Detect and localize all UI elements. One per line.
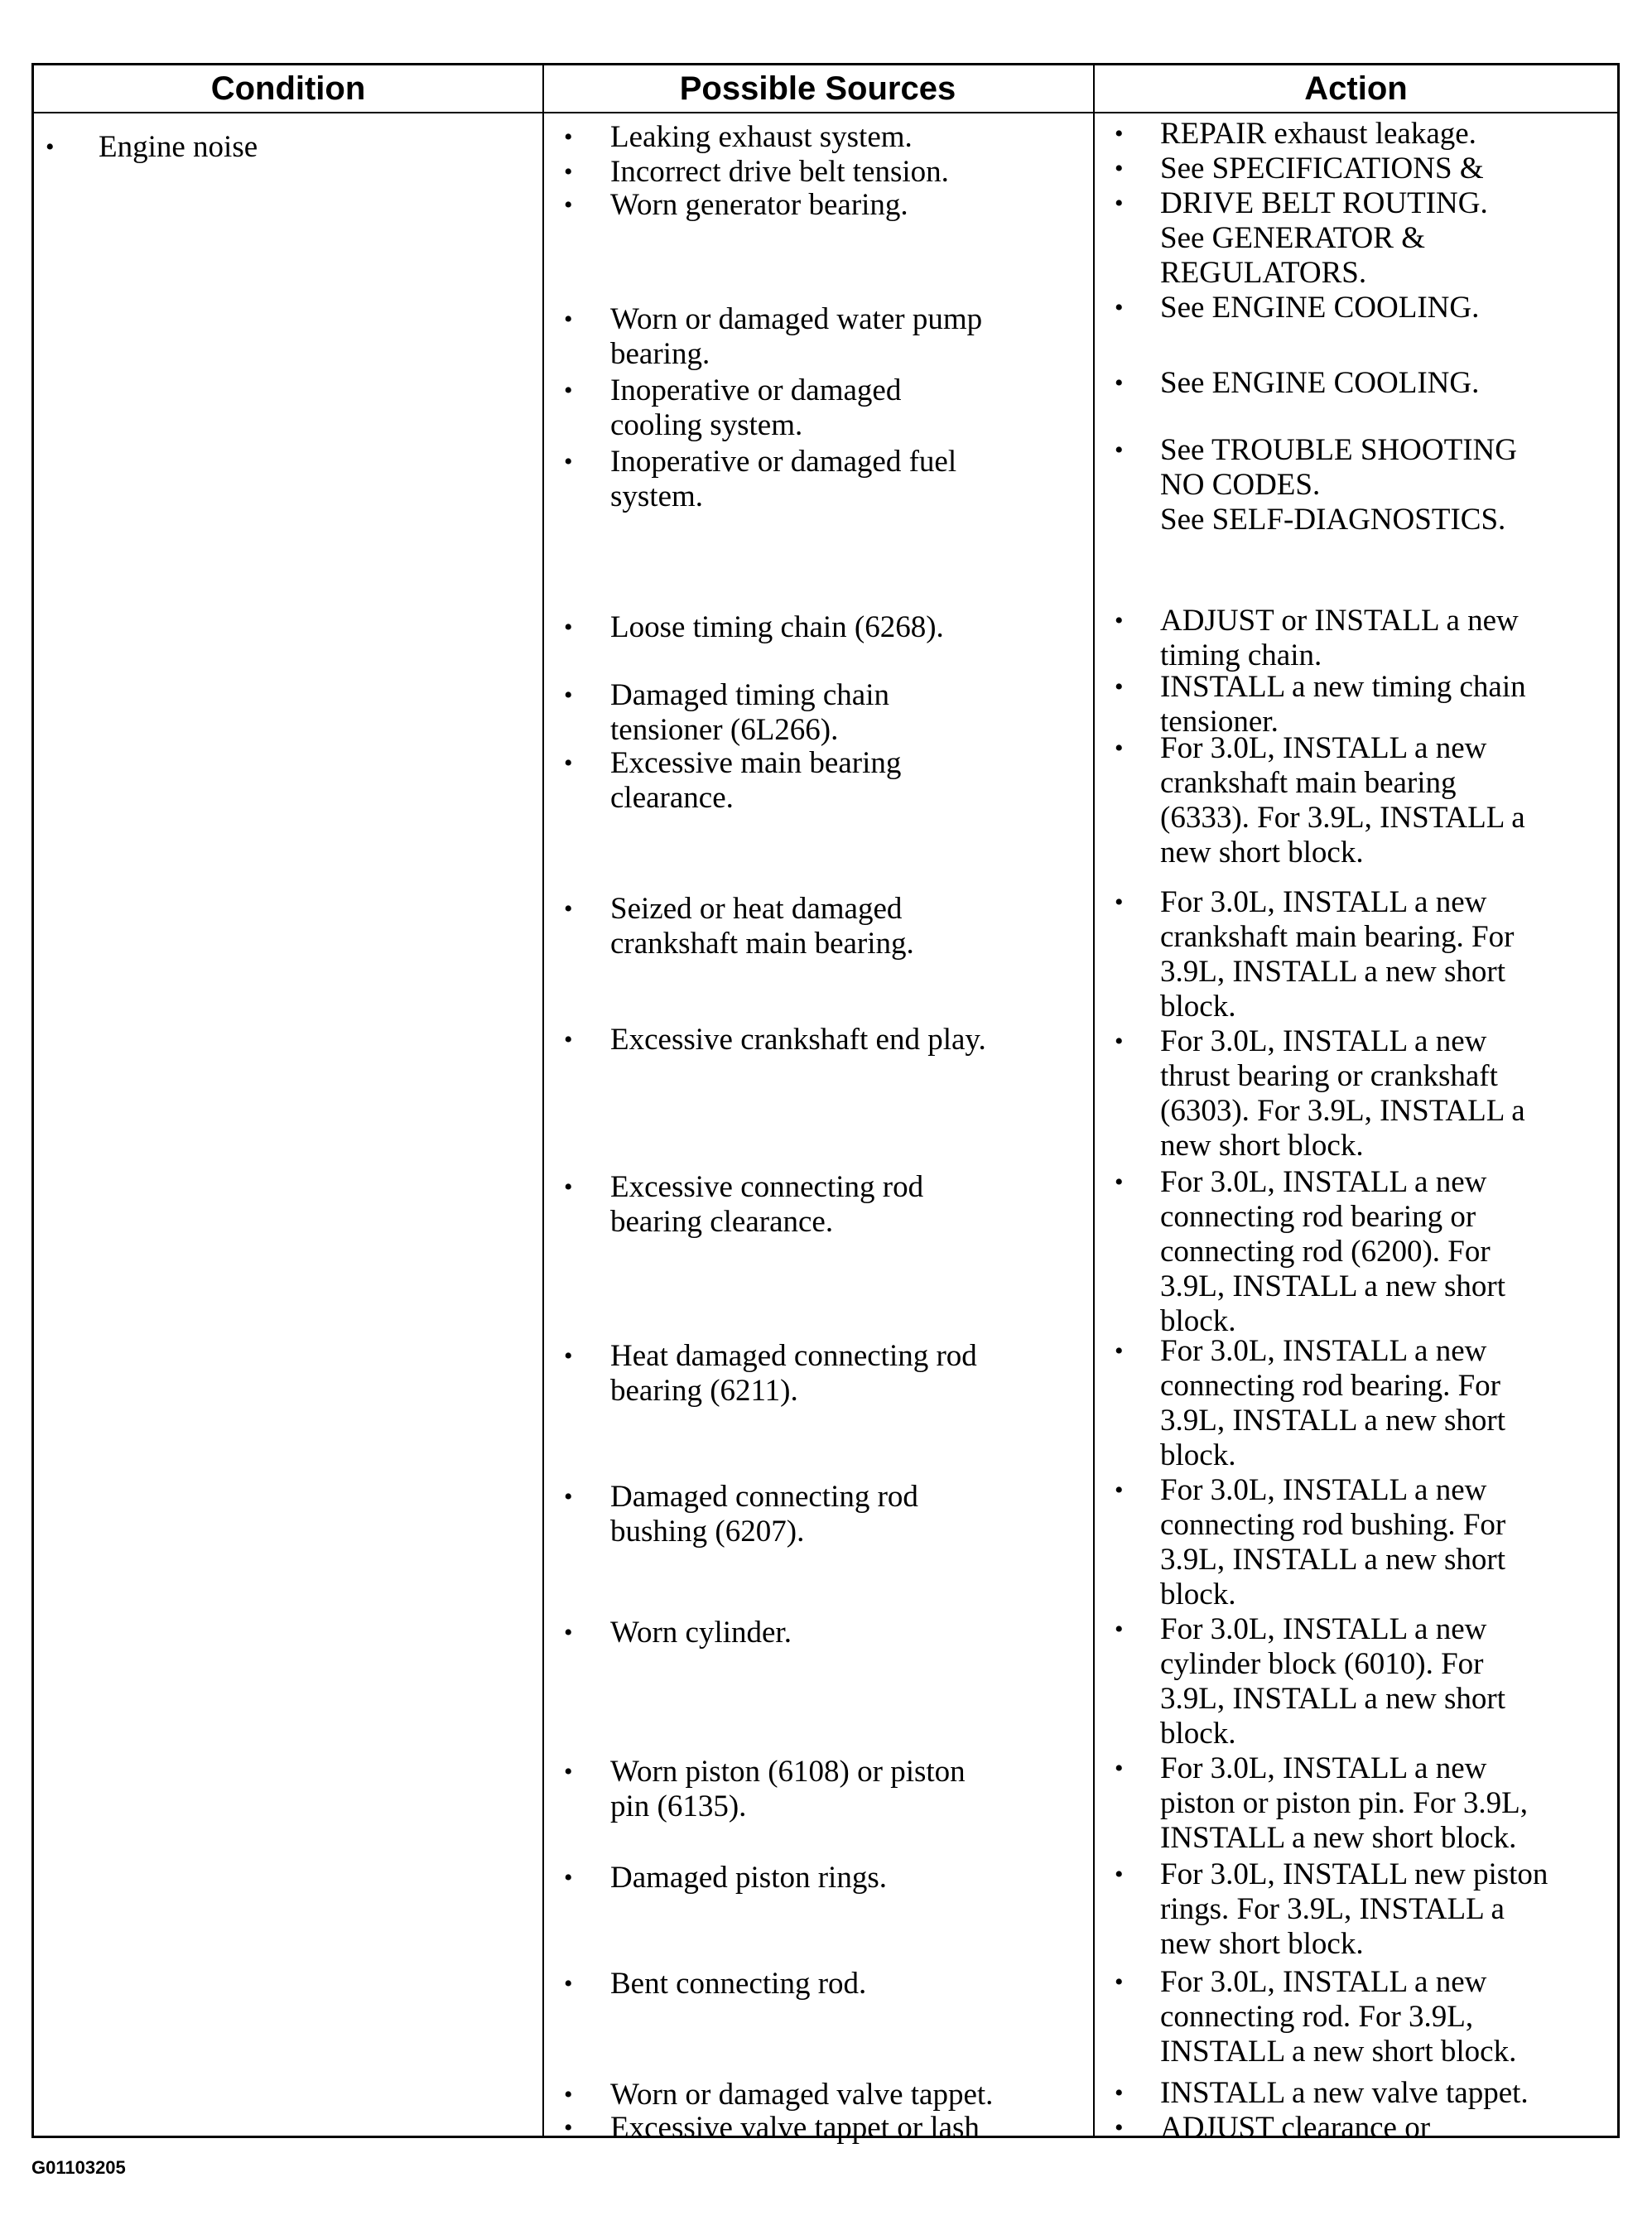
header-possible-sources: Possible Sources	[679, 70, 956, 107]
action-item	[1115, 2111, 1611, 2146]
source-text: Loose timing chain (6268).	[610, 610, 944, 644]
action-text: For 3.0L, INSTALL a new connecting rod bushing. For 3.9L, INSTALL a new short block.	[1160, 1473, 1506, 1611]
action-item	[1115, 604, 1611, 673]
action-item	[1115, 885, 1611, 1024]
action-text: ADJUST clearance or	[1160, 2111, 1431, 2145]
bullet-dot: •	[1115, 1755, 1124, 1782]
source-text: Worn generator bearing.	[610, 188, 908, 222]
bullet-dot: •	[1115, 735, 1124, 762]
column-divider	[542, 65, 544, 2136]
bullet-dot: •	[564, 1970, 573, 1997]
action-text: INSTALL a new valve tappet.	[1160, 2076, 1529, 2110]
source-text: Excessive crankshaft end play.	[610, 1023, 986, 1057]
header-divider	[34, 112, 1617, 113]
source-item	[564, 1170, 1061, 1240]
bullet-dot: •	[564, 2081, 573, 2108]
source-item	[564, 1480, 1061, 1549]
source-item	[564, 1339, 1061, 1409]
bullet-dot: •	[1115, 1616, 1124, 1643]
source-text: Heat damaged connecting rod bearing (6211).	[610, 1339, 977, 1408]
source-item	[564, 1861, 1061, 1895]
action-item	[1115, 1024, 1611, 1163]
action-text: For 3.0L, INSTALL a new crankshaft main bearing (6333). For 3.9L, INSTALL a new short block.	[1160, 731, 1525, 869]
bullet-dot: •	[1115, 1968, 1124, 1996]
action-item	[1115, 1857, 1611, 1962]
source-text: Worn cylinder.	[610, 1616, 792, 1650]
source-text: Worn or damaged water pump bearing.	[610, 302, 983, 371]
header-condition: Condition	[210, 70, 366, 107]
source-item	[564, 302, 1061, 372]
action-text: For 3.0L, INSTALL a new thrust bearing or crankshaft (6303). For 3.9L, INSTALL a new short block.	[1160, 1024, 1525, 1163]
source-item	[564, 610, 1061, 645]
column-divider	[1093, 65, 1095, 2136]
bullet-dot: •	[564, 1758, 573, 1785]
action-text: See SPECIFICATIONS &	[1160, 152, 1484, 185]
bullet-dot: •	[1115, 607, 1124, 634]
bullet-dot: •	[564, 614, 573, 641]
source-text: Incorrect drive belt tension.	[610, 155, 949, 189]
bullet-dot: •	[1115, 436, 1124, 464]
action-text: ADJUST or INSTALL a new timing chain.	[1160, 604, 1519, 672]
condition-text: Engine noise	[99, 130, 258, 164]
source-text: Damaged piston rings.	[610, 1861, 887, 1895]
bullet-dot: •	[564, 1864, 573, 1891]
action-item	[1115, 1334, 1611, 1473]
source-text: Excessive main bearing clearance.	[610, 746, 902, 815]
bullet-dot: •	[1115, 155, 1124, 182]
bullet-dot: •	[564, 1483, 573, 1510]
source-item	[564, 188, 1061, 223]
action-item	[1115, 670, 1611, 739]
action-text: For 3.0L, INSTALL a new connecting rod. For 3.9L, INSTALL a new short block.	[1160, 1965, 1517, 2069]
bullet-dot: •	[564, 682, 573, 709]
bullet-dot: •	[564, 158, 573, 185]
action-item	[1115, 1473, 1611, 1612]
bullet-dot: •	[564, 448, 573, 475]
action-text: DRIVE BELT ROUTING. See GENERATOR & REGULATORS.	[1160, 186, 1488, 290]
source-text: Damaged timing chain tensioner (6L266).	[610, 678, 890, 747]
bullet-dot: •	[1115, 2079, 1124, 2107]
bullet-dot: •	[1115, 1861, 1124, 1888]
action-item	[1115, 2076, 1611, 2111]
source-item	[564, 746, 1061, 816]
bullet-dot: •	[1115, 369, 1124, 397]
action-item	[1115, 433, 1611, 537]
bullet-dot: •	[1115, 190, 1124, 217]
action-item	[1115, 366, 1611, 401]
bullet-dot: •	[1115, 294, 1124, 321]
source-item	[564, 373, 1061, 443]
source-text: Inoperative or damaged cooling system.	[610, 373, 902, 442]
source-text: Excessive connecting rod bearing clearance.	[610, 1170, 924, 1239]
source-item	[564, 892, 1061, 961]
bullet-dot: •	[564, 123, 573, 151]
action-item	[1115, 117, 1611, 152]
bullet-dot: •	[564, 377, 573, 404]
source-item	[564, 120, 1061, 155]
source-text: Excessive valve tappet or lash	[610, 2111, 980, 2145]
source-text: Leaking exhaust system.	[610, 120, 913, 154]
bullet-dot: •	[564, 1342, 573, 1370]
bullet-dot: •	[46, 133, 55, 161]
source-item	[564, 1967, 1061, 2001]
bullet-dot: •	[1115, 1168, 1124, 1196]
action-text: See TROUBLE SHOOTING NO CODES. See SELF-DIAGNOSTICS.	[1160, 433, 1517, 537]
source-item	[564, 1755, 1061, 1824]
bullet-dot: •	[564, 1619, 573, 1646]
bullet-dot: •	[1115, 2114, 1124, 2141]
action-item	[1115, 731, 1611, 870]
bullet-dot: •	[1115, 1337, 1124, 1365]
source-item	[564, 155, 1061, 190]
source-item	[564, 2111, 1061, 2146]
source-text: Worn or damaged valve tappet.	[610, 2078, 994, 2112]
source-text: Damaged connecting rod bushing (6207).	[610, 1480, 918, 1549]
action-item	[1115, 152, 1611, 186]
bullet-dot: •	[1115, 1028, 1124, 1055]
source-item	[564, 1616, 1061, 1650]
header-action: Action	[1304, 70, 1408, 107]
action-item	[1115, 1965, 1611, 2069]
source-text: Seized or heat damaged crankshaft main bearing.	[610, 892, 914, 961]
condition-item	[46, 130, 526, 165]
action-item	[1115, 186, 1611, 291]
bullet-dot: •	[564, 895, 573, 922]
source-item	[564, 1023, 1061, 1057]
figure-code: G01103205	[31, 2157, 126, 2178]
action-item	[1115, 291, 1611, 325]
bullet-dot: •	[1115, 120, 1124, 147]
source-text: Inoperative or damaged fuel system.	[610, 445, 957, 513]
bullet-dot: •	[1115, 889, 1124, 916]
action-text: For 3.0L, INSTALL a new piston or piston pin. For 3.9L, INSTALL a new short block.	[1160, 1751, 1529, 1855]
action-item	[1115, 1165, 1611, 1339]
bullet-dot: •	[564, 191, 573, 219]
source-item	[564, 2078, 1061, 2112]
action-text: See ENGINE COOLING.	[1160, 366, 1480, 400]
action-item	[1115, 1751, 1611, 1856]
action-text: For 3.0L, INSTALL new piston rings. For 3.9L, INSTALL a new short block.	[1160, 1857, 1548, 1961]
action-text: For 3.0L, INSTALL a new connecting rod bearing or connecting rod (6200). For 3.9L, INSTALL a new short block.	[1160, 1165, 1505, 1338]
source-text: Bent connecting rod.	[610, 1967, 867, 2001]
diagnosis-table	[31, 63, 1620, 2145]
bullet-dot: •	[564, 1026, 573, 1053]
bullet-dot: •	[564, 2114, 573, 2141]
source-item	[564, 678, 1061, 748]
source-item	[564, 445, 1061, 514]
bullet-dot: •	[564, 1173, 573, 1201]
action-text: For 3.0L, INSTALL a new crankshaft main bearing. For 3.9L, INSTALL a new short block.	[1160, 885, 1515, 1024]
bullet-dot: •	[1115, 1476, 1124, 1504]
bullet-dot: •	[564, 749, 573, 777]
action-text: INSTALL a new timing chain tensioner.	[1160, 670, 1526, 739]
action-text: See ENGINE COOLING.	[1160, 291, 1480, 325]
bullet-dot: •	[564, 306, 573, 333]
action-text: For 3.0L, INSTALL a new cylinder block (6010). For 3.9L, INSTALL a new short block.	[1160, 1612, 1505, 1751]
action-item	[1115, 1612, 1611, 1751]
action-text: REPAIR exhaust leakage.	[1160, 117, 1476, 151]
action-text: For 3.0L, INSTALL a new connecting rod bearing. For 3.9L, INSTALL a new short block.	[1160, 1334, 1505, 1472]
source-text: Worn piston (6108) or piston pin (6135).	[610, 1755, 966, 1823]
bullet-dot: •	[1115, 673, 1124, 701]
